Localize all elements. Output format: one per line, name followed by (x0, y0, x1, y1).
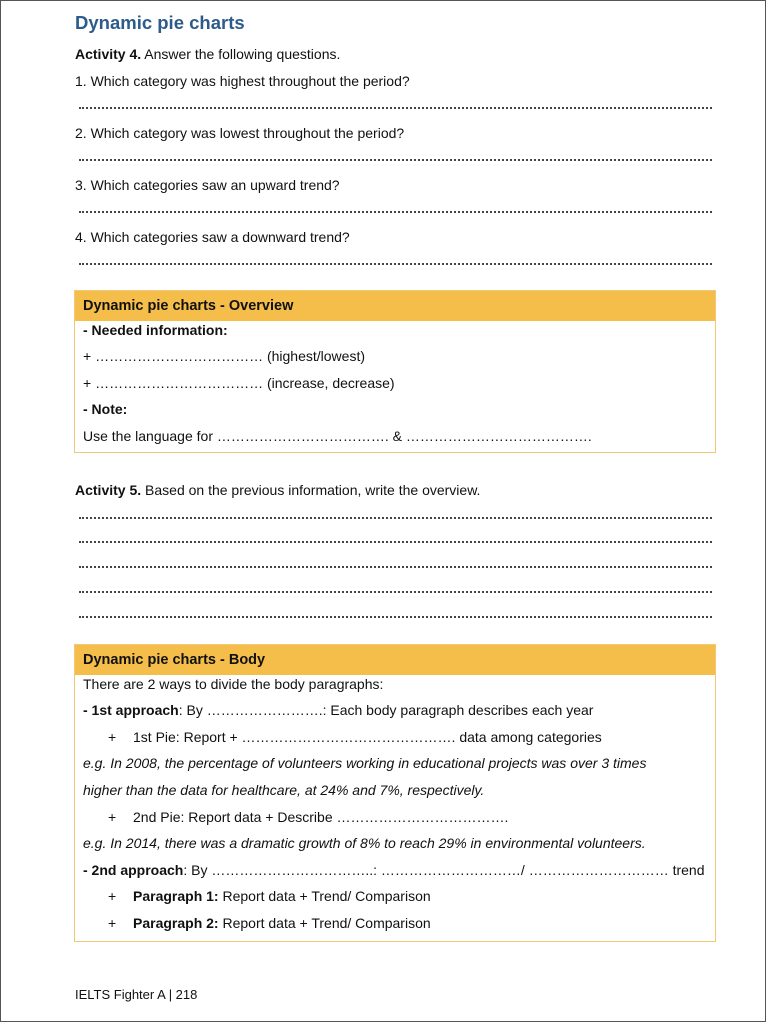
needed-item-increase-decrease[interactable]: + ……………………………… (increase, decrease) (83, 375, 395, 391)
note-language[interactable]: Use the language for ………………………………. & …………………………………. (83, 428, 592, 444)
pie-2-text[interactable]: 2nd Pie: Report data + Describe ………………………………. (133, 809, 509, 825)
activity4-instruction (75, 46, 340, 62)
paragraph-2-label: Paragraph 2: (133, 915, 219, 931)
overview-writing-line-1[interactable] (79, 517, 712, 519)
answer-line-1[interactable] (79, 107, 712, 109)
paragraph-2-item (108, 915, 431, 931)
overview-writing-line-5[interactable] (79, 616, 712, 618)
body-box (74, 644, 716, 942)
bullet-plus: + (108, 888, 117, 904)
approach-2-text[interactable]: : By ……………………………..: …………………………/ ………………………… trend (183, 862, 705, 878)
needed-item-highest-lowest[interactable]: + ……………………………… (highest/lowest) (83, 348, 365, 364)
example-1-line-1: e.g. In 2008, the percentage of volunteers working in educational projects was over 3 times (83, 755, 647, 771)
bullet-plus: + (108, 729, 117, 745)
question-1: 1. Which category was highest throughout the period? (75, 73, 410, 89)
overview-writing-line-2[interactable] (79, 541, 712, 543)
body-box-header: Dynamic pie charts - Body (75, 645, 715, 675)
question-2: 2. Which category was lowest throughout the period? (75, 125, 405, 141)
example-2: e.g. In 2014, there was a dramatic growth of 8% to reach 29% in environmental volunteers. (83, 835, 646, 851)
question-4: 4. Which categories saw a downward trend? (75, 229, 350, 245)
overview-box-header: Dynamic pie charts - Overview (75, 291, 715, 321)
approach-1-text[interactable]: : By …………………….: Each body paragraph describes each year (178, 702, 594, 718)
question-3: 3. Which categories saw an upward trend? (75, 177, 340, 193)
approach-2-label: - 2nd approach (83, 862, 184, 878)
approach-2 (83, 862, 705, 878)
body-intro: There are 2 ways to divide the body paragraphs: (83, 676, 384, 692)
page-title: Dynamic pie charts (75, 12, 245, 33)
approach-1-label: - 1st approach (83, 702, 179, 718)
pie-2-item (108, 809, 508, 825)
bullet-plus: + (108, 915, 117, 931)
activity4-text: Answer the following questions. (144, 46, 341, 62)
activity5-text: Based on the previous information, write the overview. (145, 482, 481, 498)
page-footer: IELTS Fighter A | 218 (75, 987, 198, 1002)
bullet-plus: + (108, 809, 117, 825)
pie-1-text[interactable]: 1st Pie: Report + ………………………………………. data among categories (133, 729, 602, 745)
overview-writing-line-4[interactable] (79, 591, 712, 593)
overview-box (74, 290, 716, 453)
answer-line-4[interactable] (79, 263, 712, 265)
note-label: - Note: (83, 401, 128, 417)
paragraph-1-item (108, 888, 431, 904)
activity4-label: Activity 4. (75, 46, 142, 62)
approach-1 (83, 702, 593, 718)
paragraph-2-text: Report data + Trend/ Comparison (218, 915, 431, 931)
example-1-line-2: higher than the data for healthcare, at 24% and 7%, respectively. (83, 782, 485, 798)
paragraph-1-text: Report data + Trend/ Comparison (218, 888, 431, 904)
answer-line-3[interactable] (79, 211, 712, 213)
activity5-label: Activity 5. (75, 482, 142, 498)
needed-information: - Needed information: (83, 322, 228, 338)
answer-line-2[interactable] (79, 159, 712, 161)
paragraph-1-label: Paragraph 1: (133, 888, 219, 904)
activity5-instruction (75, 482, 480, 498)
pie-1-item (108, 729, 602, 745)
overview-writing-line-3[interactable] (79, 566, 712, 568)
